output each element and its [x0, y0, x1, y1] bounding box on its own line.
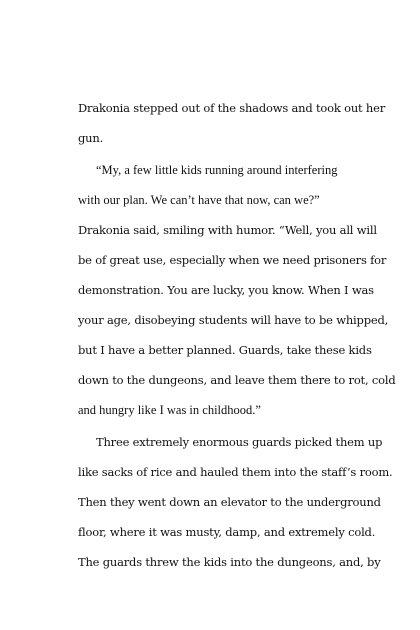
text-line: Then they went down an elevator to the underground: [78, 495, 381, 509]
paragraph-first-line: Three extremely enormous guards picked them up: [96, 435, 383, 449]
text-line: with our plan. We can’t have that now, can we?”: [78, 193, 320, 207]
text-line: gun.: [78, 131, 104, 145]
text-line: demonstration. You are lucky, you know. When I was: [78, 283, 374, 297]
text-line: and hungry like I was in childhood.”: [78, 403, 261, 417]
paragraph-first-line: “My, a few little kids running around interfering: [96, 163, 338, 177]
text-line: but I have a better planned. Guards, take these kids: [78, 343, 372, 357]
text-line: your age, disobeying students will have to be whipped,: [78, 313, 389, 327]
text-line: down to the dungeons, and leave them there to rot, cold: [78, 373, 396, 387]
text-line: floor, where it was musty, damp, and extremely cold.: [78, 525, 376, 539]
text-line: Drakonia stepped out of the shadows and took out her: [78, 101, 386, 115]
text-line: The guards threw the kids into the dungeons, and, by: [78, 555, 381, 569]
text-line: be of great use, especially when we need prisoners for: [78, 253, 387, 267]
text-line: Drakonia said, smiling with humor. “Well, you all will: [78, 223, 377, 237]
text-line: like sacks of rice and hauled them into the staff’s room.: [78, 465, 393, 479]
